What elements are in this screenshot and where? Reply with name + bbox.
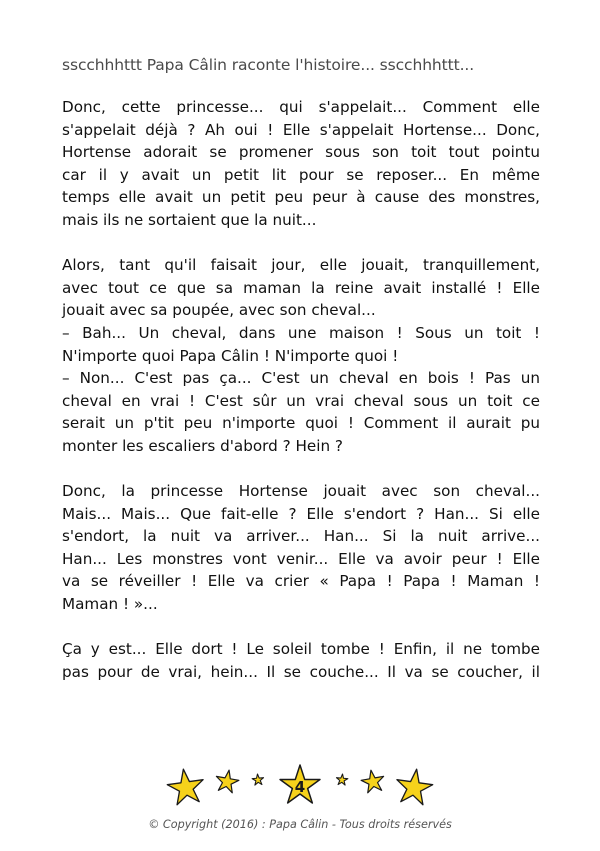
- text-line: Donc, cette princesse... qui s'appelait... Comment elle: [62, 98, 540, 116]
- text-line: Maman ! »...: [62, 595, 158, 614]
- text-line: Han... Les monstres vont venir... Elle va avoir peur ! Elle: [62, 549, 540, 568]
- dialogue-line: N'importe quoi Papa Câlin ! N'importe quoi !: [62, 346, 399, 365]
- story-paragraph-2: [62, 254, 540, 457]
- footer-stars: [0, 760, 600, 820]
- star-icon: [394, 767, 435, 806]
- story-page: [62, 56, 540, 683]
- page-number: 4: [294, 778, 306, 796]
- text-line: pas pour de vrai, hein... Il se couche... Il va se coucher, il: [62, 662, 540, 681]
- dialogue-line: cheval en vrai ! C'est sûr un vrai cheval sous un toit ce: [62, 391, 540, 410]
- star-icon: [360, 768, 386, 793]
- text-line: Ça y est... Elle dort ! Le soleil tombe ! Enfin, il ne tombe: [62, 640, 540, 659]
- text-line: car il y avait un petit lit pour se reposer... En même: [62, 165, 540, 184]
- dialogue-line: serait un p'tit peu n'importe quoi ! Comment il aurait pu: [62, 414, 540, 433]
- text-line: va se réveiller ! Elle va crier « Papa ! Papa ! Maman !: [62, 572, 540, 591]
- text-line: s'endort, la nuit va arriver... Han... Si la nuit arrive...: [62, 527, 540, 546]
- star-icon: [252, 774, 264, 786]
- text-line: Hortense adorait se promener sous son toit tout pointu: [62, 143, 540, 162]
- story-paragraph-4: [62, 638, 540, 683]
- story-header: sscchhhttt Papa Câlin raconte l'histoire... sscchhhttt...: [62, 56, 475, 74]
- text-line: temps elle avait un petit peu peur à cause des monstres,: [62, 188, 540, 207]
- text-line: mais ils ne sortaient que la nuit...: [62, 210, 317, 229]
- copyright-notice: © Copyright (2016) : Papa Câlin - Tous droits réservés: [148, 818, 452, 831]
- dialogue-line: – Bah... Un cheval, dans une maison ! Sous un toit !: [62, 323, 540, 342]
- story-paragraph-3: [62, 480, 540, 616]
- text-line: jouait avec sa poupée, avec son cheval...: [62, 301, 376, 320]
- story-paragraph-1: [62, 96, 540, 232]
- star-icon: [165, 767, 206, 806]
- dialogue-line: – Non... C'est pas ça... C'est un cheval en bois ! Pas un: [62, 369, 540, 388]
- stars-decoration: [0, 760, 600, 820]
- star-icon: [336, 774, 348, 786]
- star-icon: [214, 768, 240, 793]
- text-line: s'appelait déjà ? Ah oui ! Elle s'appelait Hortense... Donc,: [62, 120, 540, 139]
- dialogue-line: monter les escaliers d'abord ? Hein ?: [62, 436, 343, 455]
- text-line: Donc, la princesse Hortense jouait avec son cheval...: [62, 482, 540, 501]
- text-line: Alors, tant qu'il faisait jour, elle jouait, tranquillement,: [62, 256, 540, 275]
- text-line: Mais... Mais... Que fait-elle ? Elle s'endort ? Han... Si elle: [62, 504, 540, 523]
- text-line: avec tout ce que sa maman la reine avait installé ! Elle: [62, 278, 540, 297]
